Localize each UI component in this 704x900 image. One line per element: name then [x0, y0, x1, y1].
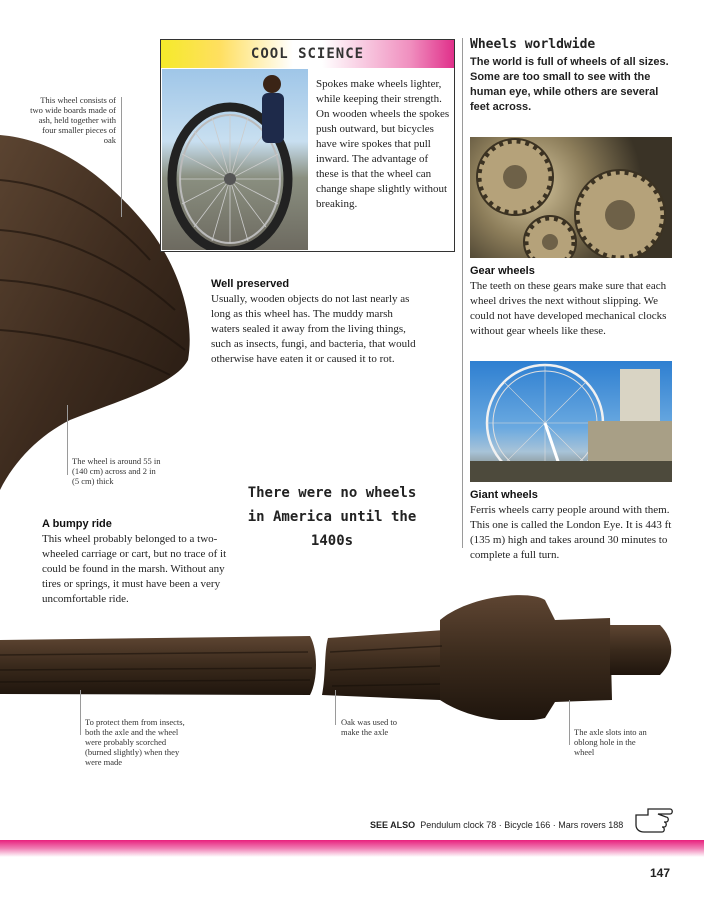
bumpy-ride-text: This wheel probably belonged to a two-wheeled carriage or cart, but no trace of it could be found in the marsh. Without any tires or springs, it must have been a very uncomfortable ride. — [42, 533, 227, 605]
axle-slot-caption: The axle slots into an oblong hole in the wheel — [574, 727, 647, 757]
wheels-worldwide-heading: Wheels worldwide — [470, 37, 596, 52]
see-also-label: SEE ALSO — [370, 820, 416, 830]
bumpy-ride-heading: A bumpy ride — [42, 518, 112, 530]
bicycle-wheel-icon — [162, 69, 308, 250]
wooden-axle-image — [0, 590, 704, 720]
cool-science-box — [160, 39, 455, 252]
pointing-hand-icon — [634, 805, 674, 835]
giant-wheels-text: Ferris wheels carry people around with them. This one is called the London Eye. It is 443 ft (135 m) high and takes around 30 minutes to complete a full turn. — [470, 504, 672, 561]
caption-line — [121, 97, 122, 217]
page-footer-bar — [0, 840, 704, 857]
bicycle-wheel-photo — [162, 69, 308, 250]
wheel-size-caption: The wheel is around 55 in (140 cm) across and 2 in (5 cm) thick — [72, 456, 161, 486]
gear-wheels-heading: Gear wheels — [470, 265, 535, 277]
gear-wheels-text: The teeth on these gears make sure that each wheel drives the next without slipping. We could not have developed mechanical clocks without gear wheels like these. — [470, 280, 667, 337]
wheels-worldwide-text: The world is full of wheels of all sizes. Some are too small to see with the human eye, while others are several feet across. — [470, 56, 669, 113]
page-number: 147 — [650, 866, 671, 880]
london-eye-photo — [470, 361, 672, 482]
gear-wheels-photo — [470, 137, 672, 258]
see-also — [370, 820, 623, 830]
cool-science-text: Spokes make wheels lighter, while keeping their strength. On wooden wheels the spokes push outward, but bicycles have wire spokes that pull inward. The advantage of these is that the wheel can change shape slightly without breaking. — [316, 78, 450, 210]
gears-icon — [470, 137, 672, 258]
ferris-wheel-icon — [470, 361, 672, 482]
axle-protect-caption: To protect them from insects, both the axle and the wheel were probably scorched (burned slightly) when they were made — [85, 717, 185, 767]
caption-line — [569, 700, 570, 745]
caption-line — [335, 690, 336, 725]
caption-line — [80, 690, 81, 735]
caption-line — [67, 405, 68, 475]
well-preserved-heading: Well preserved — [211, 278, 290, 290]
cool-science-title: COOL SCIENCE — [161, 40, 454, 68]
pull-quote: There were no wheels in America until the 1400s — [247, 485, 417, 549]
see-also-links[interactable]: Pendulum clock 78 · Bicycle 166 · Mars rovers 188 — [420, 820, 624, 830]
axle-oak-caption: Oak was used to make the axle — [341, 717, 397, 737]
column-divider — [462, 38, 463, 548]
well-preserved-text: Usually, wooden objects do not last nearly as long as this wheel has. The muddy marsh waters sealed it away from the living things, such as insects, fungi, and bacteria, that would otherwise have eaten it or caused it to rot. — [211, 293, 416, 365]
giant-wheels-heading: Giant wheels — [470, 489, 538, 501]
wheel-boards-caption: This wheel consists of two wide boards made of ash, held together with four smaller pieces of oak — [30, 95, 116, 145]
